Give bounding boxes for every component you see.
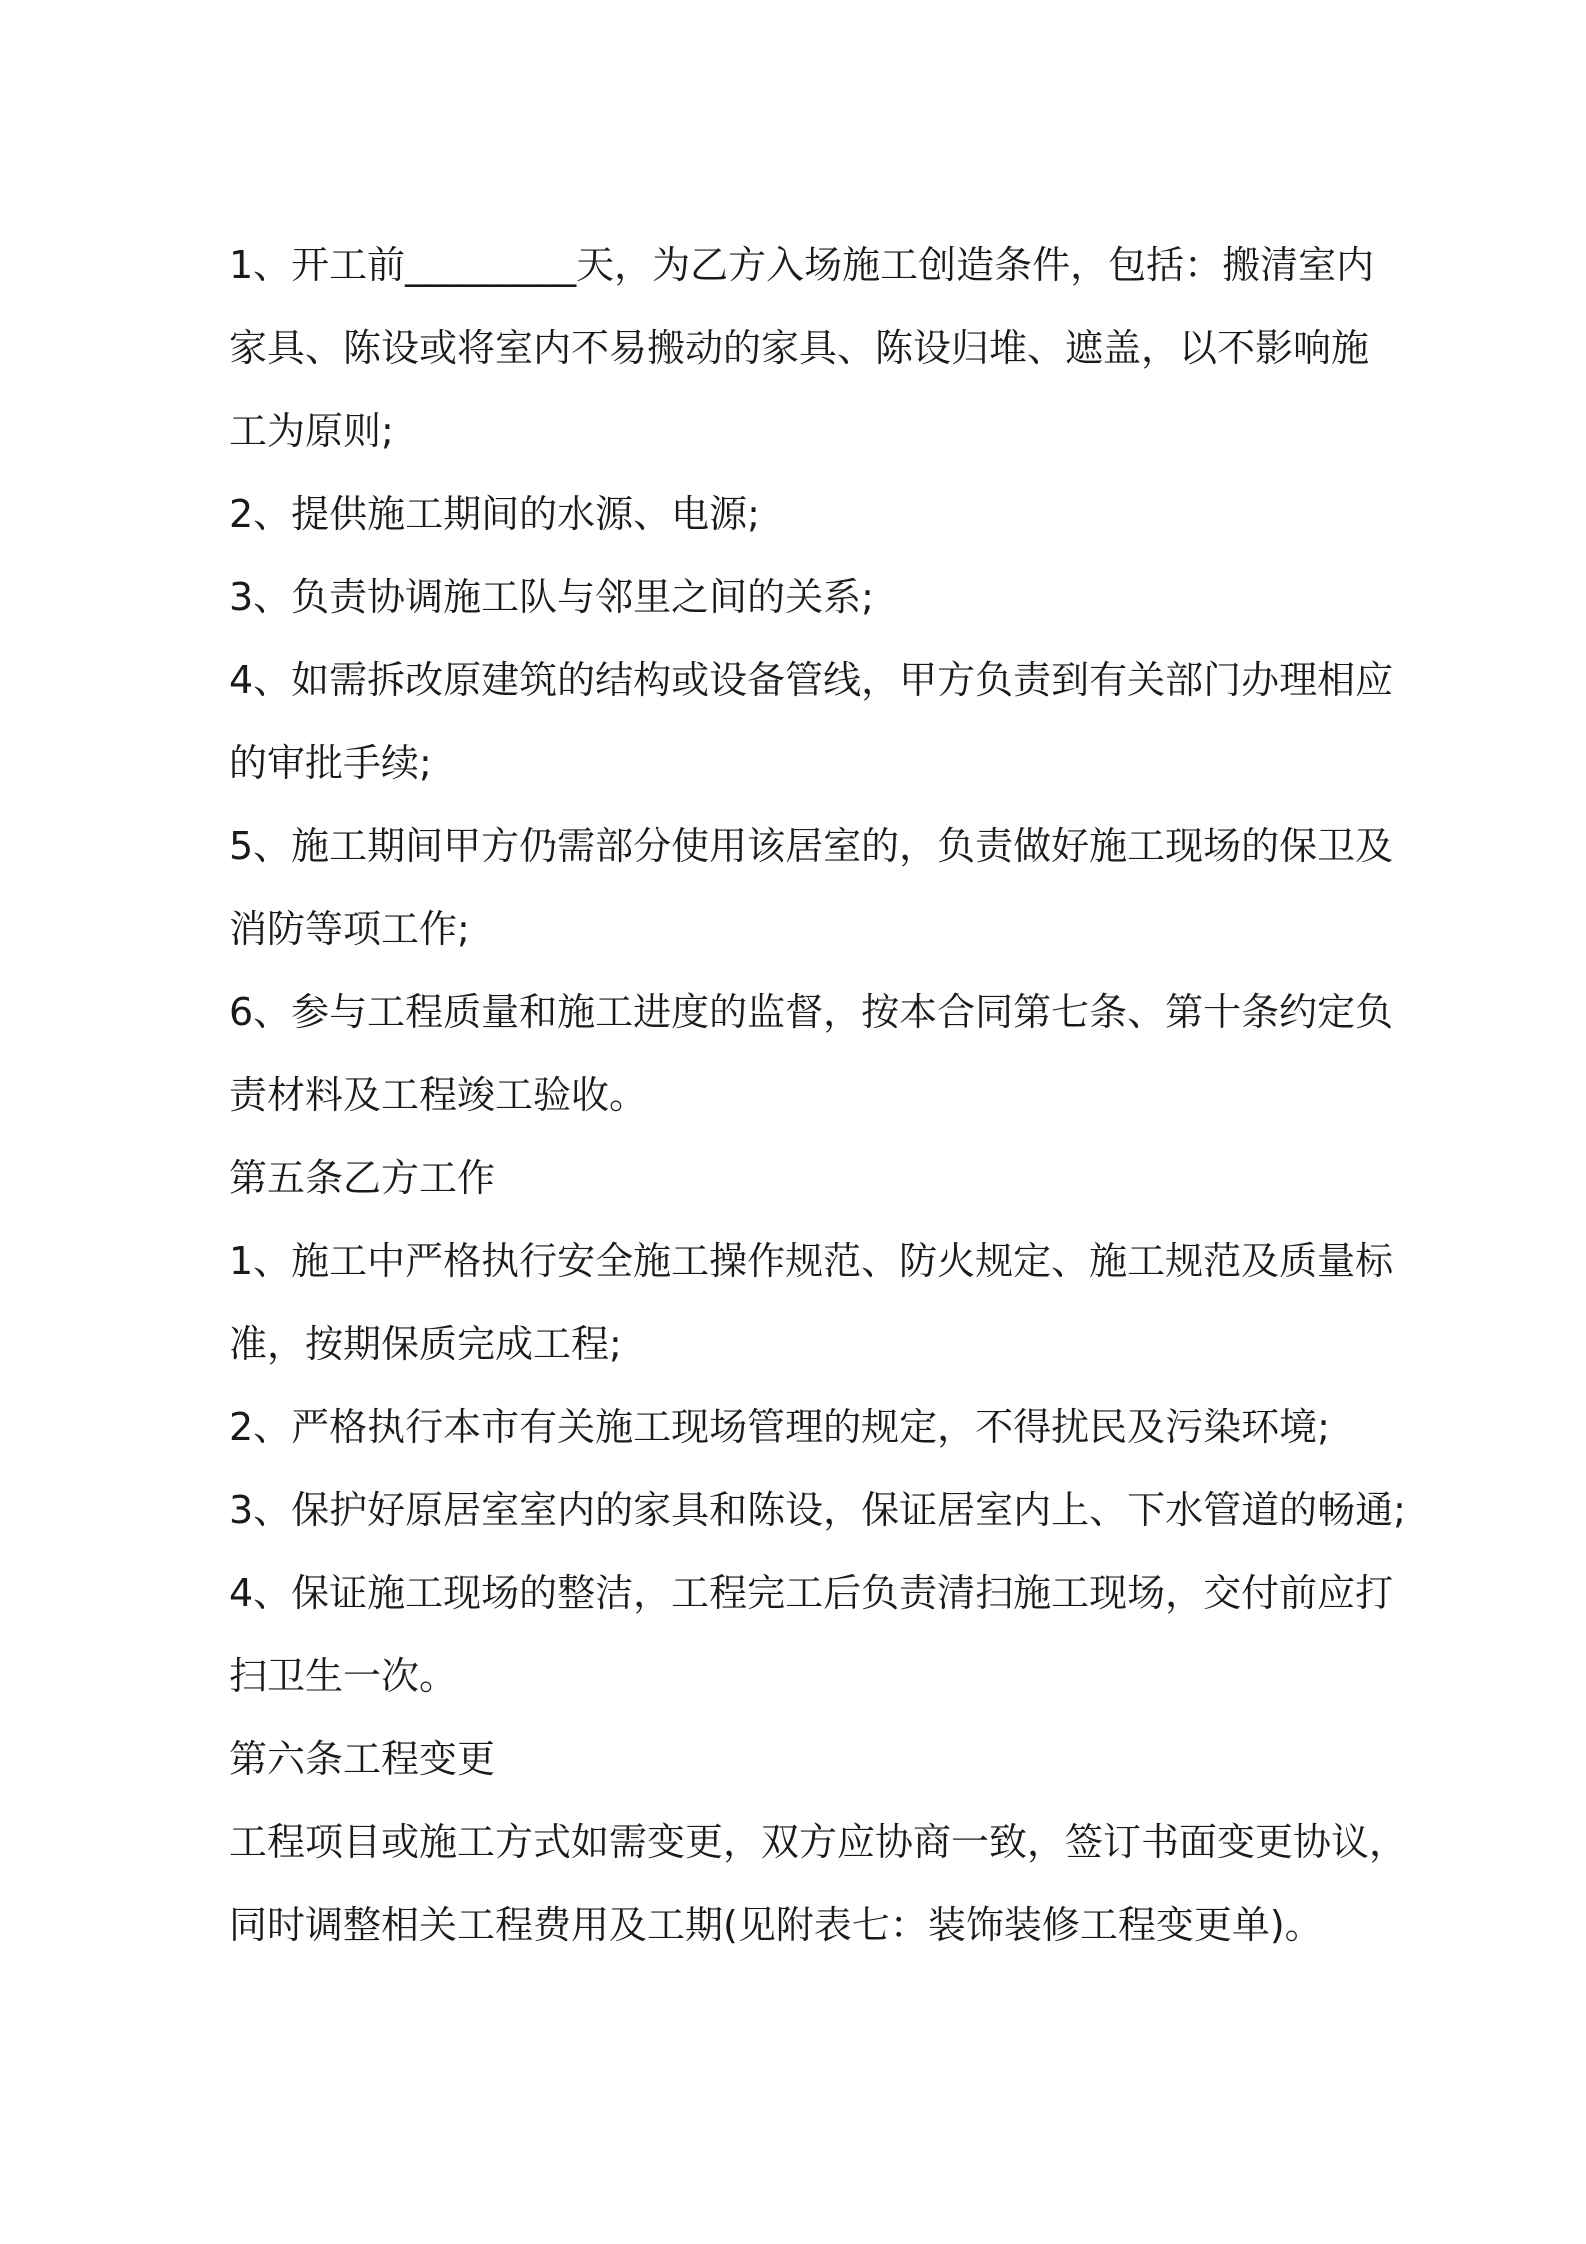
text-line: 工为原则; <box>229 409 394 453</box>
text-line: 3、负责协调施工队与邻里之间的关系; <box>229 575 874 619</box>
text-line: 5、施工期间甲方仍需部分使用该居室的，负责做好施工现场的保卫及 <box>229 824 1394 868</box>
text-line: 扫卫生一次。 <box>229 1654 458 1698</box>
section-heading: 第六条工程变更 <box>229 1737 496 1781</box>
text-line: 4、保证施工现场的整洁，工程完工后负责清扫施工现场，交付前应打 <box>229 1571 1394 1615</box>
text-line: 2、严格执行本市有关施工现场管理的规定，不得扰民及污染环境; <box>229 1405 1330 1449</box>
text-line: 1、施工中严格执行安全施工操作规范、防火规定、施工规范及质量标 <box>229 1239 1394 1283</box>
text-line: 1、开工前_________天，为乙方入场施工创造条件，包括：搬清室内 <box>229 243 1375 287</box>
text-line: 3、保护好原居室室内的家具和陈设，保证居室内上、下水管道的畅通; <box>229 1488 1406 1532</box>
text-line: 6、参与工程质量和施工进度的监督，按本合同第七条、第十条约定负 <box>229 990 1394 1034</box>
text-line: 2、提供施工期间的水源、电源; <box>229 492 760 536</box>
text-line: 准，按期保质完成工程; <box>229 1322 622 1366</box>
text-line: 同时调整相关工程费用及工期(见附表七：装饰装修工程变更单)。 <box>229 1903 1323 1947</box>
document-body <box>229 224 1408 1967</box>
text-line: 家具、陈设或将室内不易搬动的家具、陈设归堆、遮盖，以不影响施 <box>229 326 1370 370</box>
text-line: 工程项目或施工方式如需变更，双方应协商一致，签订书面变更协议， <box>229 1820 1408 1864</box>
text-line: 责材料及工程竣工验收。 <box>229 1073 648 1117</box>
section-heading: 第五条乙方工作 <box>229 1156 496 1200</box>
text-line: 4、如需拆改原建筑的结构或设备管线，甲方负责到有关部门办理相应 <box>229 658 1394 702</box>
text-line: 消防等项工作; <box>229 907 470 951</box>
text-line: 的审批手续; <box>229 741 432 785</box>
